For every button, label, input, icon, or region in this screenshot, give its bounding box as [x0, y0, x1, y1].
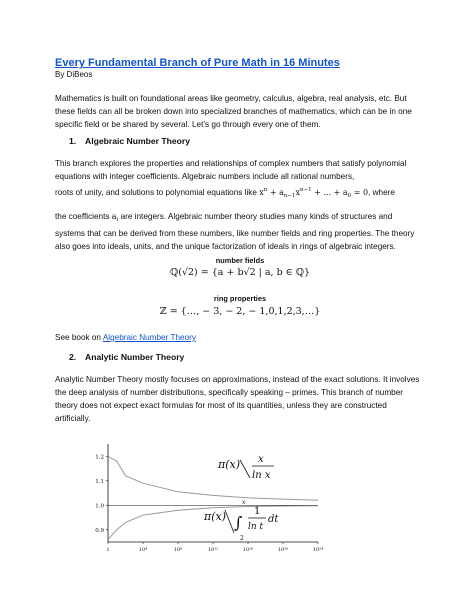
algebraic-number-theory-link[interactable]: Algebraic Number Theory	[102, 333, 196, 342]
svg-text:ln x: ln x	[252, 470, 271, 481]
svg-text:2: 2	[240, 535, 244, 542]
section2-title: Analytic Number Theory	[85, 352, 185, 362]
chart-plot	[95, 444, 323, 553]
section1-text-c-pre: the coefficients	[55, 212, 110, 221]
polynomial-formula: $x^n + a_{n-1}x^{n-1}$ + ... + $a_0 = 0$	[259, 187, 369, 199]
section1-number: 1.	[69, 136, 77, 146]
section1-heading	[69, 136, 190, 146]
svg-text:π(x): π(x)	[218, 458, 241, 471]
svg-text:∫: ∫	[234, 513, 243, 532]
section2-number: 2.	[69, 352, 77, 362]
see-book-line	[55, 331, 423, 344]
x-tick-label: 10⁴	[138, 547, 148, 553]
x-tick-label: 10²⁰	[277, 547, 289, 553]
see-book-text: See book on	[55, 333, 101, 342]
x-tick-label: 10¹⁶	[242, 547, 254, 553]
coefficient-symbol: $a_i$	[111, 212, 119, 223]
intro-paragraph: Mathematics is built on foundational areas like geometry, calculus, algebra, real analysis, etc. But these fields can all be broken down into specialized branches of mathematics, which can be in one specific field or be shared by several. Let’s go through every one of them.	[55, 94, 412, 129]
section2-paragraph: Analytic Number Theory mostly focuses on approximations, instead of the exact solutions. It involves the deep analysis of number distributions, specifically speaking – primes. This branch of number theory does not expect exact formulas for most of its quantities, unless they are constructed artificially.	[55, 375, 420, 423]
section1-text-b-pre: roots of unity, and solutions to polynomial equations like	[55, 188, 257, 197]
x-tick-label: 10²⁴	[312, 547, 324, 553]
x-tick-label: 10¹²	[207, 547, 219, 553]
section1-paragraph-b	[55, 184, 423, 203]
number-field-equation: ℚ(√2) = {a + b√2 | a, b ∈ ℚ}	[169, 267, 311, 278]
svg-text:ln t: ln t	[248, 522, 264, 532]
number-fields-label: number fields	[215, 256, 265, 265]
prime-ratio-chart	[80, 438, 340, 558]
integers-equation: ℤ = {…, − 3, − 2, − 1,0,1,2,3,…}	[159, 306, 321, 317]
section1-text-c-post: are integers. Algebraic number theory studies many kinds of structures and systems that can be derived from these numbers, like number fields and ring properties. The theory also goes into ideals, units, and the unique factorization of ideals in rings of algebraic integers.	[55, 212, 415, 251]
section1-paragraph-a: This branch explores the properties and relationships of complex numbers that satisfy polynomial equations with integer coefficients. Algebraic numbers include all rational numbers,	[55, 159, 407, 181]
y-tick-label: 1.0	[95, 503, 104, 510]
doc-title[interactable]: Every Fundamental Branch of Pure Math in 16 Minutes	[55, 57, 340, 69]
x-tick-label: 10⁸	[173, 547, 183, 553]
svg-text:x: x	[242, 499, 246, 506]
y-tick-label: 0.9	[95, 527, 104, 534]
section2-heading	[69, 352, 184, 362]
series-line-1	[108, 456, 318, 500]
section1-text-b-post: , where	[368, 188, 395, 197]
formula-top	[217, 454, 274, 481]
doc-byline: By DiBeos	[55, 70, 93, 79]
y-tick-label: 1.1	[95, 478, 104, 485]
section1-paragraph-c	[55, 210, 423, 253]
x-tick-label: 1	[106, 547, 110, 553]
svg-text:x: x	[258, 454, 264, 465]
svg-text:dt: dt	[268, 514, 279, 525]
svg-text:1: 1	[254, 506, 261, 517]
y-tick-label: 1.2	[95, 454, 104, 461]
ring-properties-label: ring properties	[213, 294, 267, 303]
section1-title: Algebraic Number Theory	[85, 136, 191, 146]
svg-text:π(x): π(x)	[204, 510, 227, 523]
